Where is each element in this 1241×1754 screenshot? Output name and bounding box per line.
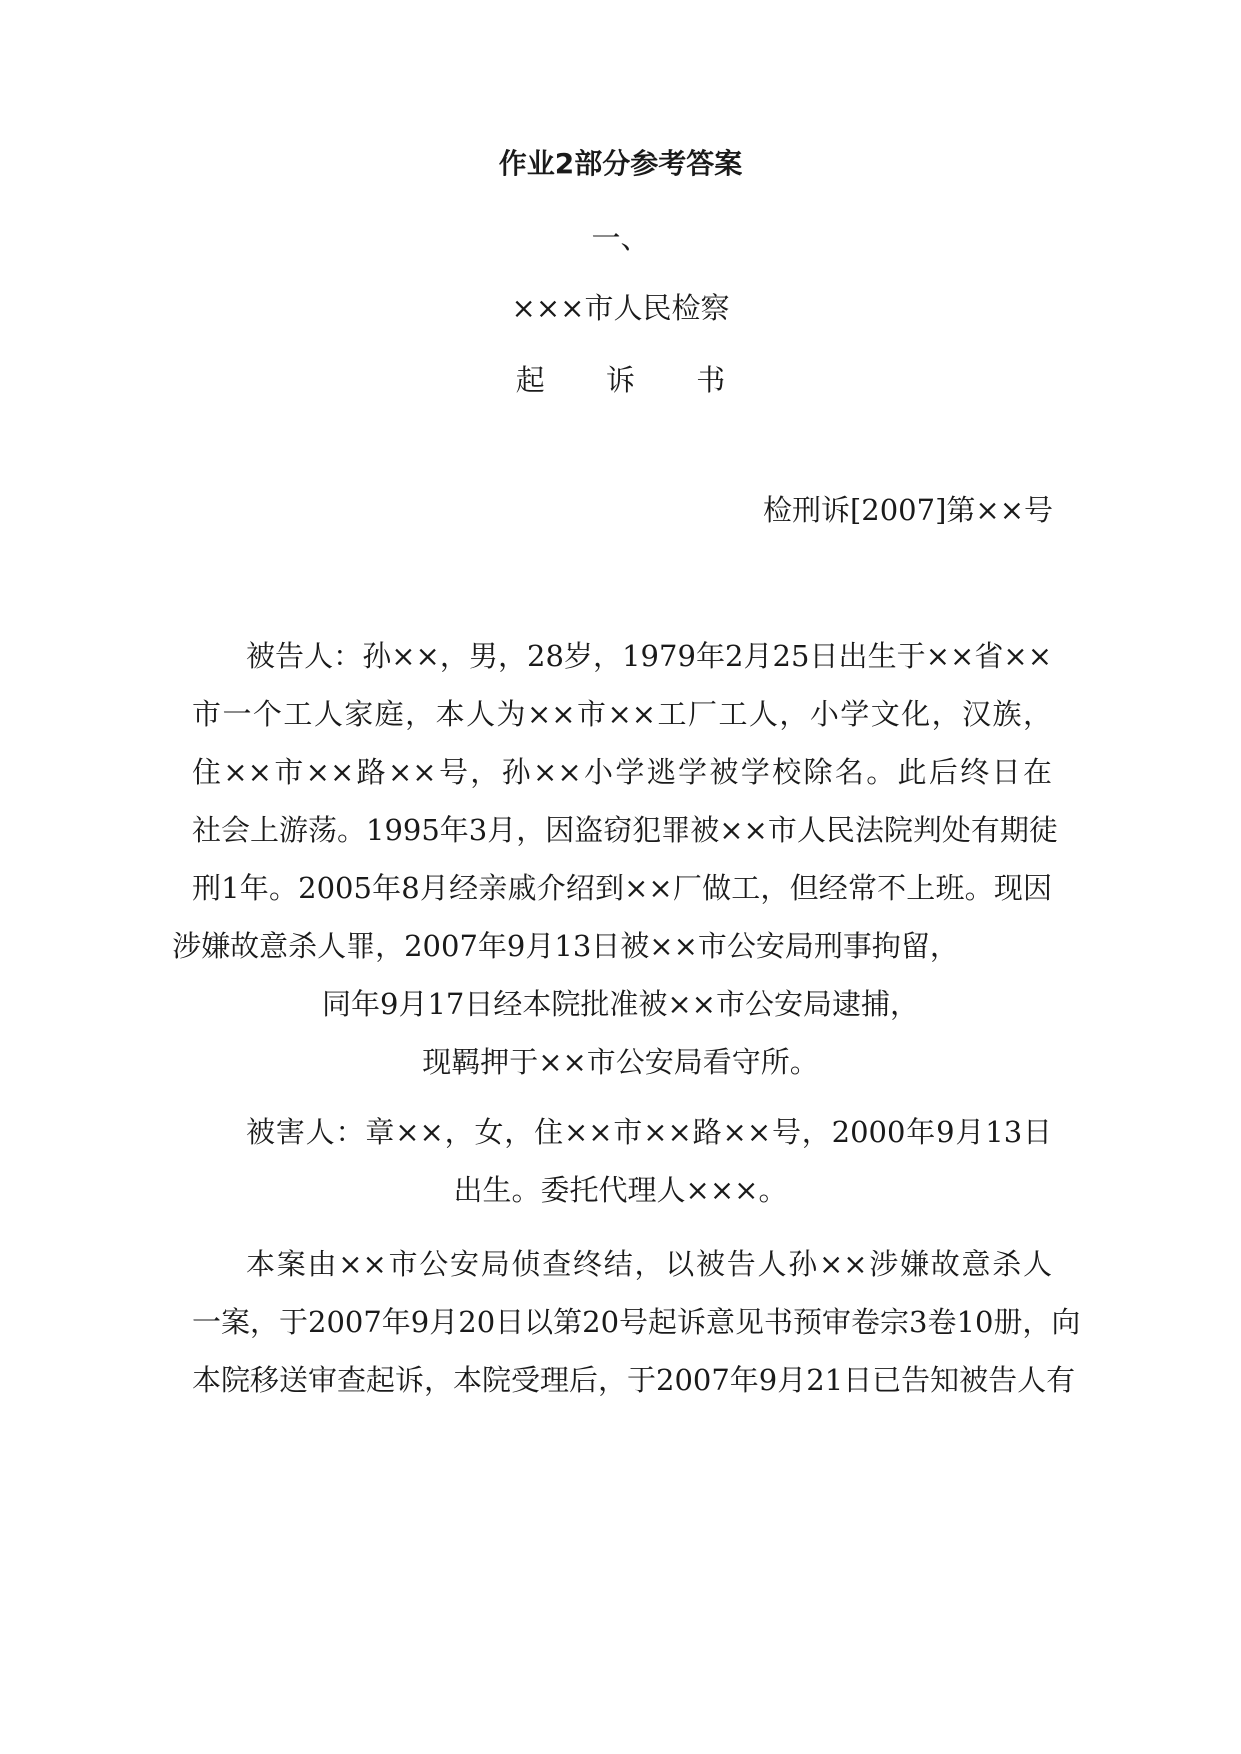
issuing-organ: ×××市人民检察 — [511, 291, 730, 325]
defendant-line-7: 同年9月17日经本院批准被××市公安局逮捕， — [322, 987, 919, 1021]
document-title: 作业2部分参考答案 — [498, 147, 743, 180]
defendant-line-5: 刑1年。2005年8月经亲戚介绍到××厂做工，但经常不上班。现因 — [192, 871, 1052, 905]
defendant-line-1: 被告人：孙××，男，28岁，1979年2月25日出生于××省×× — [246, 639, 1052, 673]
section-number: 一、 — [591, 221, 650, 255]
case-line-3: 本院移送审查起诉，本院受理后，于2007年9月21日已告知被告人有 — [192, 1363, 1076, 1397]
document-type: 起 诉 书 — [515, 363, 752, 397]
case-line-1: 本案由××市公安局侦查终结，以被告人孙××涉嫌故意杀人 — [246, 1247, 1052, 1281]
defendant-line-8: 现羁押于××市公安局看守所。 — [422, 1045, 819, 1079]
defendant-line-4: 社会上游荡。1995年3月，因盗窃犯罪被××市人民法院判处有期徒 — [192, 813, 1058, 847]
case-line-2: 一案，于2007年9月20日以第20号起诉意见书预审卷宗3卷10册，向 — [192, 1305, 1081, 1339]
document-number: 检刑诉[2007]第××号 — [762, 493, 1053, 527]
defendant-line-6: 涉嫌故意杀人罪，2007年9月13日被××市公安局刑事拘留， — [172, 929, 959, 963]
victim-line-2: 出生。委托代理人×××。 — [453, 1173, 788, 1207]
defendant-line-3: 住××市××路××号，孙××小学逃学被学校除名。此后终日在 — [192, 755, 1052, 789]
victim-line-1: 被害人：章××，女，住××市××路××号，2000年9月13日 — [246, 1115, 1052, 1149]
defendant-line-2: 市一个工人家庭，本人为××市××工厂工人，小学文化，汉族， — [192, 697, 1052, 731]
